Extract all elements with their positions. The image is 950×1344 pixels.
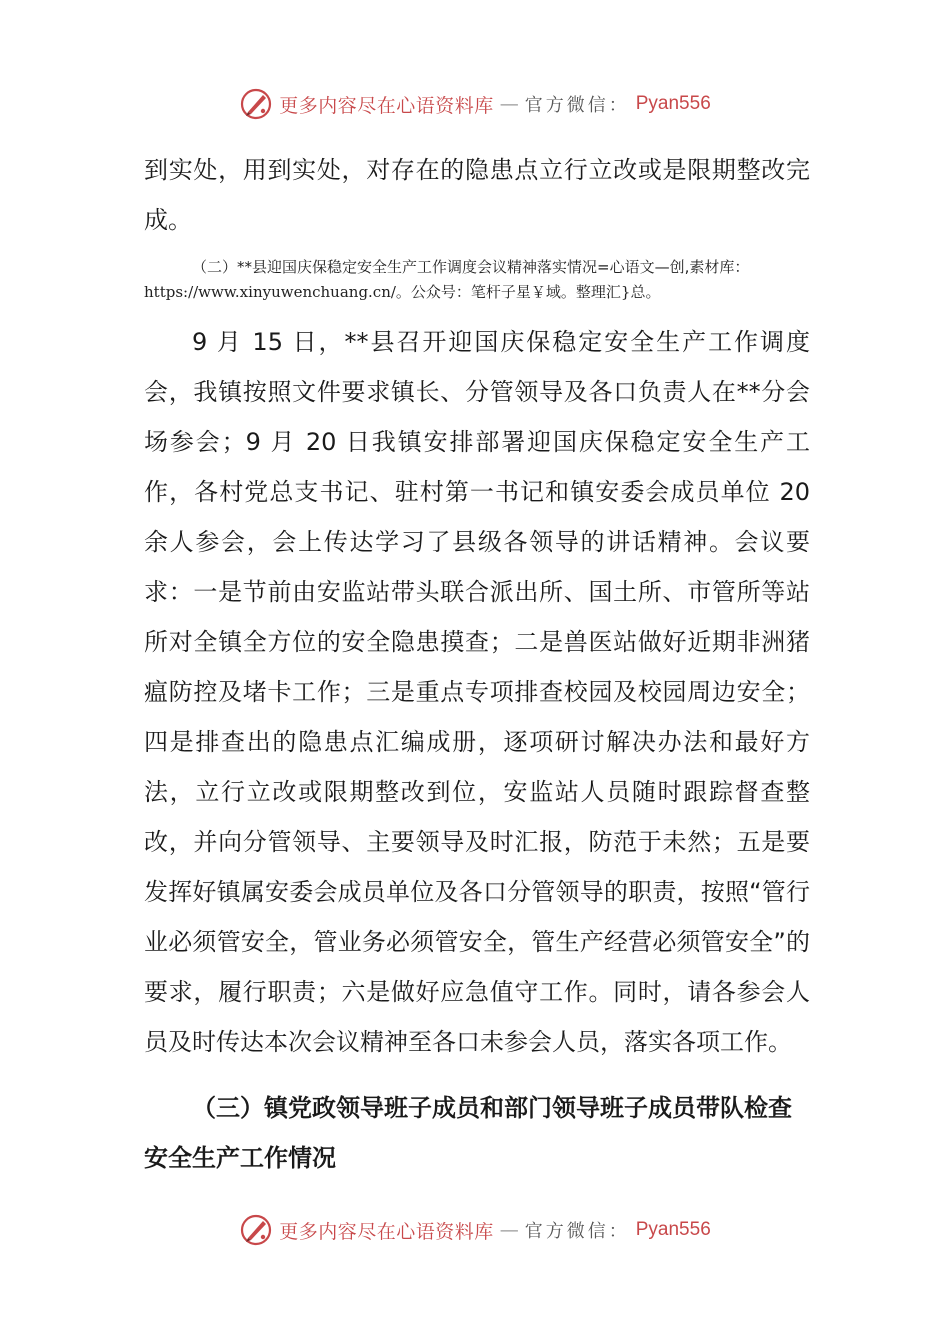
banner-text: 更多内容尽在心语资料库 (279, 94, 494, 117)
banner-official-label: 官方微信： (524, 1221, 630, 1242)
footer-banner (0, 1210, 950, 1250)
banner-wechat-id: Pyan556 (635, 1219, 711, 1240)
section-two-note (144, 255, 810, 305)
document-body (144, 145, 810, 1183)
section-one-tail: 到实处，用到实处，对存在的隐患点立行立改或是限期整改完成。 (144, 156, 810, 234)
quill-pen-logo-icon (239, 87, 273, 121)
banner-wechat-id: Pyan556 (635, 93, 711, 114)
section-two-body: 9 月 15 日，**县召开迎国庆保稳定安全生产工作调度会，我镇按照文件要求镇长、分管领导及各口负责人在**分会场参会；9 月 20 日我镇安排部署迎国庆保稳定安全生产工作，各村党总支书记、驻村第一书记和镇安委会成员单位 20 余人参会，会上传达学习了县级各领导的讲话精神。会议要求：一是节前由安监站带头联合派出所、国土所、市管所等站所对全镇全方位的安全隐患摸查；二是兽医站做好近期非洲猪瘟防控及堵卡工作；三是重点专项排查校园及校园周边安全；四是排查出的隐患点汇编成册，逐项研讨解决办法和最好方法，立行立改或限期整改到位，安监站人员随时跟踪督查整改，并向分管领导、主要领导及时汇报，防范于未然；五是要发挥好镇属安委会成员单位及各口分管领导的职责，按照“管行业必须管安全，管业务必须管安全，管生产经营必须管安全”的要求，履行职责；六是做好应急值守工作。同时，请各参会人员及时传达本次会议精神至各口未参会人员，落实各项工作。 (144, 328, 810, 1056)
banner-dash: — (499, 1219, 519, 1241)
section-two-note-url: https://www.xinyuwenchuang.cn/。公众号：笔杆子星￥域。整理汇}总。 (144, 283, 661, 301)
section-three-heading: （三）镇党政领导班子成员和部门领导班子成员带队检查安全生产工作情况 (144, 1094, 792, 1172)
banner-official-label: 官方微信： (524, 95, 630, 116)
banner-text: 更多内容尽在心语资料库 (279, 1220, 494, 1243)
quill-pen-logo-icon (239, 1213, 273, 1247)
banner-dash: — (499, 93, 519, 115)
header-banner (0, 84, 950, 124)
section-two-note-heading: （二）**县迎国庆保稳定安全生产工作调度会议精神落实情况=心语文—创,素材库： (192, 258, 750, 276)
